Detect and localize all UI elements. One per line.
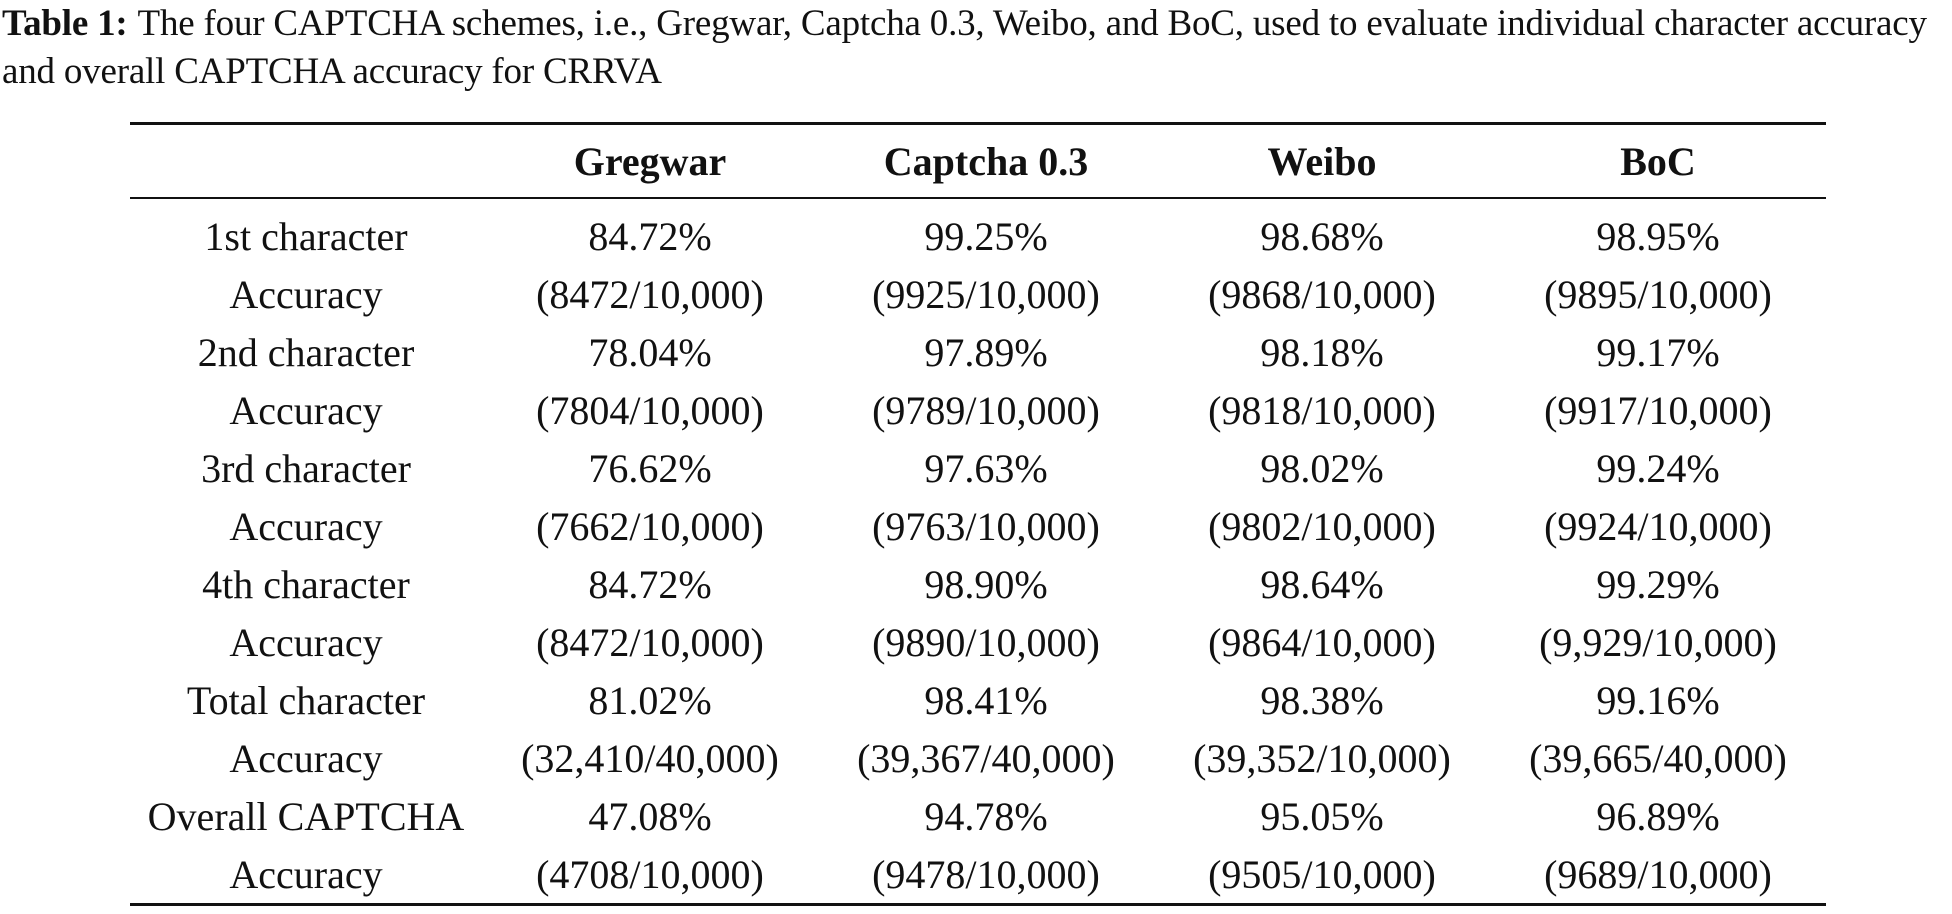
table-cell: (4708/10,000) bbox=[536, 851, 764, 897]
table-cell: (39,665/40,000) bbox=[1529, 735, 1787, 781]
table-row bbox=[130, 265, 1826, 323]
caption-text: The four CAPTCHA schemes, i.e., Gregwar, Captcha 0.3, Weibo, and BoC, used to evaluate individual character accuracy and overall CAPTCHA accuracy for CRRVA bbox=[2, 3, 1927, 92]
table-cell: (9925/10,000) bbox=[872, 271, 1100, 317]
table-row bbox=[130, 787, 1826, 845]
row-label: Total character bbox=[186, 677, 426, 723]
header-cell-weibo: Weibo bbox=[1267, 138, 1377, 184]
table-cell: (9864/10,000) bbox=[1208, 619, 1436, 665]
table-cell: (9924/10,000) bbox=[1544, 503, 1772, 549]
table-cell: (9895/10,000) bbox=[1544, 271, 1772, 317]
results-table bbox=[130, 122, 1826, 906]
table-cell: (9868/10,000) bbox=[1208, 271, 1436, 317]
table-cell: (7662/10,000) bbox=[536, 503, 764, 549]
row-label: Accuracy bbox=[229, 271, 383, 317]
header-row bbox=[130, 124, 1826, 199]
table-row bbox=[130, 613, 1826, 671]
table-cell: 95.05% bbox=[1260, 793, 1384, 839]
table-row bbox=[130, 729, 1826, 787]
table-cell: (9802/10,000) bbox=[1208, 503, 1436, 549]
row-label: Accuracy bbox=[229, 387, 383, 433]
table-header bbox=[130, 124, 1826, 199]
table-cell: 99.24% bbox=[1596, 445, 1720, 491]
table-row bbox=[130, 845, 1826, 905]
row-label: Accuracy bbox=[229, 735, 383, 781]
table-row bbox=[130, 381, 1826, 439]
row-label: Accuracy bbox=[229, 851, 383, 897]
table-cell: 99.29% bbox=[1596, 561, 1720, 607]
table-cell: (9478/10,000) bbox=[872, 851, 1100, 897]
table-cell: 81.02% bbox=[588, 677, 712, 723]
table-cell: (9917/10,000) bbox=[1544, 387, 1772, 433]
table-cell: 98.68% bbox=[1260, 213, 1384, 259]
table-cell: 98.64% bbox=[1260, 561, 1384, 607]
table-cell: 96.89% bbox=[1596, 793, 1720, 839]
table-cell: (9505/10,000) bbox=[1208, 851, 1436, 897]
header-cell-gregwar: Gregwar bbox=[573, 138, 727, 184]
table-cell: 94.78% bbox=[924, 793, 1048, 839]
table-row bbox=[130, 198, 1826, 265]
table-cell: (9818/10,000) bbox=[1208, 387, 1436, 433]
table-cell: 78.04% bbox=[588, 329, 712, 375]
header-cell-boc: BoC bbox=[1620, 138, 1696, 184]
row-label: 3rd character bbox=[201, 445, 411, 491]
table-cell: 47.08% bbox=[588, 793, 712, 839]
table-cell: (9763/10,000) bbox=[872, 503, 1100, 549]
table-cell: (39,352/10,000) bbox=[1193, 735, 1451, 781]
table-cell: (8472/10,000) bbox=[536, 619, 764, 665]
caption-label: Table 1: bbox=[2, 3, 128, 44]
row-label: 4th character bbox=[202, 561, 410, 607]
row-label: 1st character bbox=[204, 213, 408, 259]
row-label: Overall CAPTCHA bbox=[147, 793, 465, 839]
row-label: 2nd character bbox=[197, 329, 415, 375]
table-row bbox=[130, 497, 1826, 555]
row-label: Accuracy bbox=[229, 619, 383, 665]
table-cell: 98.95% bbox=[1596, 213, 1720, 259]
table-cell: 99.16% bbox=[1596, 677, 1720, 723]
table-cell: (9890/10,000) bbox=[872, 619, 1100, 665]
table-cell: (7804/10,000) bbox=[536, 387, 764, 433]
table-cell: (9,929/10,000) bbox=[1539, 619, 1777, 665]
table-cell: 98.02% bbox=[1260, 445, 1384, 491]
table-cell: 76.62% bbox=[588, 445, 712, 491]
table-cell: (39,367/40,000) bbox=[857, 735, 1115, 781]
table-cell: 98.90% bbox=[924, 561, 1048, 607]
table-cell: 98.38% bbox=[1260, 677, 1384, 723]
table-cell: 99.25% bbox=[924, 213, 1048, 259]
header-cell-blank bbox=[130, 124, 482, 199]
table-cell: 99.17% bbox=[1596, 329, 1720, 375]
table-cell: 84.72% bbox=[588, 213, 712, 259]
table-row bbox=[130, 439, 1826, 497]
table-row bbox=[130, 323, 1826, 381]
table-body bbox=[130, 198, 1826, 905]
table-cell: (8472/10,000) bbox=[536, 271, 764, 317]
table-cell: (32,410/40,000) bbox=[521, 735, 779, 781]
table-cell: 98.18% bbox=[1260, 329, 1384, 375]
table-cell: 97.63% bbox=[924, 445, 1048, 491]
table-cell: 98.41% bbox=[924, 677, 1048, 723]
table-caption bbox=[2, 0, 1948, 96]
header-cell-captcha-0-3: Captcha 0.3 bbox=[883, 138, 1089, 184]
table-cell: 97.89% bbox=[924, 329, 1048, 375]
results-table-container bbox=[130, 122, 1826, 906]
table-row bbox=[130, 555, 1826, 613]
table-row bbox=[130, 671, 1826, 729]
row-label: Accuracy bbox=[229, 503, 383, 549]
table-cell: (9689/10,000) bbox=[1544, 851, 1772, 897]
table-cell: (9789/10,000) bbox=[872, 387, 1100, 433]
table-cell: 84.72% bbox=[588, 561, 712, 607]
